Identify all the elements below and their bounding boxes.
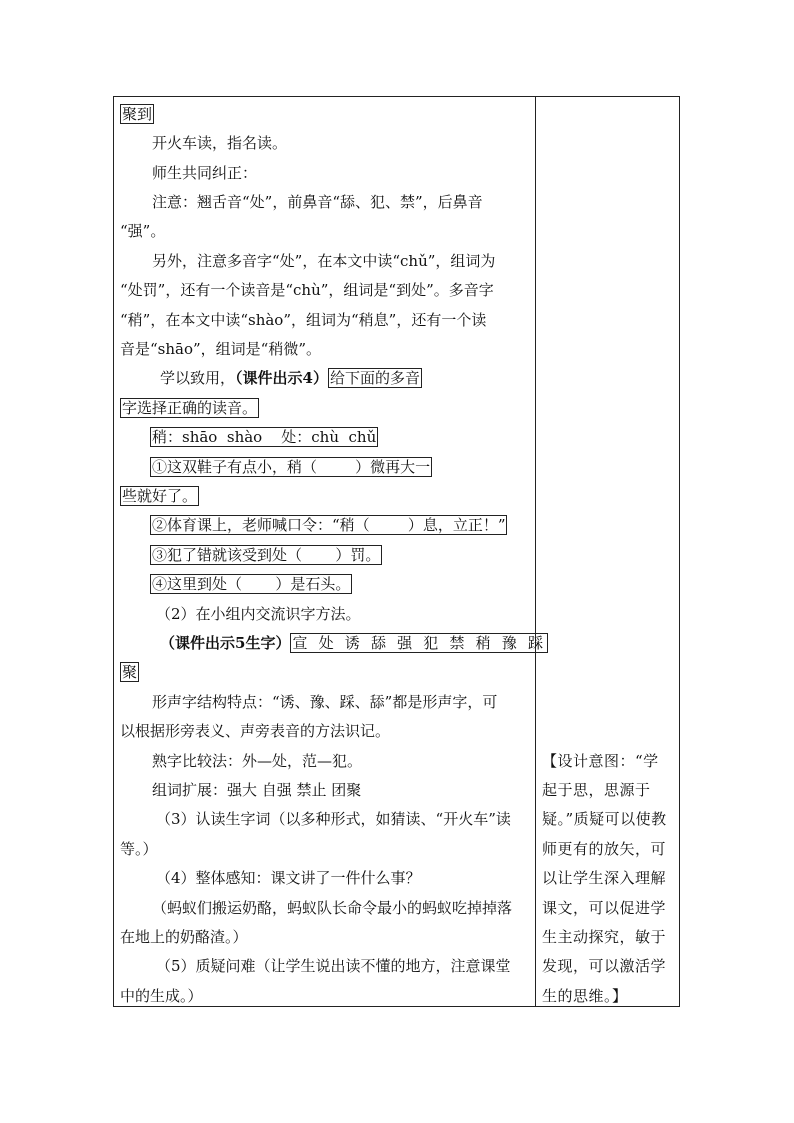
text-line: （3）认读生字词（以多种形式，如猜读、“开火车”读 xyxy=(156,810,511,828)
boxed-text: ①这双鞋子有点小，稍（ ）微再大一 xyxy=(152,458,431,476)
design-note-line: 【设计意图：“学 xyxy=(542,752,659,770)
text-line: 组词扩展：强大 自强 禁止 团聚 xyxy=(152,781,362,799)
text-line xyxy=(160,368,422,388)
design-note-line: 师更有的放矢，可 xyxy=(542,840,667,858)
text-line: （4）整体感知：课文讲了一件什么事？ xyxy=(156,869,421,887)
boxed-text: 给下面的多音 xyxy=(329,369,420,387)
boxed-text: 聚 xyxy=(122,663,138,681)
design-note-line: 生主动探究，敏于 xyxy=(542,928,667,946)
text-line: 另外，注意多音字“处”，在本文中读“chǔ”，组词为 xyxy=(152,252,496,270)
boxed-text: 些就好了。 xyxy=(122,487,198,505)
design-note-line: 生的思维。】 xyxy=(542,987,628,1005)
text-line xyxy=(120,104,154,124)
text-line xyxy=(120,398,259,418)
text-line: 在地上的奶酪渣。） xyxy=(120,928,248,946)
character-list: 宣 处 诱 舔 强 犯 禁 稍 豫 踩 xyxy=(292,634,547,652)
boxed-text: ④这里到处（ ）是石头。 xyxy=(152,575,351,593)
text-line: 师生共同纠正： xyxy=(152,164,258,182)
boxed-text: 聚到 xyxy=(122,105,153,123)
design-note-line: 以让学生深入理解 xyxy=(542,869,667,887)
text-line: “处罚”，还有一个读音是“chù”，组词是“到处”。多音字 xyxy=(120,281,494,299)
text-line xyxy=(150,427,378,447)
design-note-line: 起于思，思源于 xyxy=(542,781,651,799)
text-line: （5）质疑问难（让学生说出读不懂的地方，注意课堂 xyxy=(156,957,511,975)
text-line: （2）在小组内交流识字方法。 xyxy=(156,605,361,623)
courseware-label: （课件出示5生字） xyxy=(160,634,291,652)
text-line xyxy=(120,662,139,682)
text-line xyxy=(150,545,382,565)
text-line: 注意：翘舌音“处”，前鼻音“舔、犯、禁”，后鼻音 xyxy=(152,193,483,211)
column-divider xyxy=(535,96,536,1007)
text-line: 开火车读，指名读。 xyxy=(152,134,288,152)
plain-text: 学以致用， xyxy=(160,369,236,387)
text-line: （蚂蚁们搬运奶酪，蚂蚁队长命令最小的蚂蚁吃掉掉落 xyxy=(152,899,513,917)
design-note-line: 发现，可以激活学 xyxy=(542,957,667,975)
design-note-line: 课文，可以促进学 xyxy=(542,899,667,917)
text-line: 等。） xyxy=(120,840,158,858)
text-line: 熟字比较法：外—处，范—犯。 xyxy=(152,752,363,770)
text-line xyxy=(150,515,507,535)
courseware-label: （课件出示4） xyxy=(235,369,328,387)
text-line xyxy=(160,633,548,653)
text-line: 中的生成。） xyxy=(120,987,203,1005)
text-line xyxy=(150,574,352,594)
text-line: 音是“shāo”，组词是“稍微”。 xyxy=(120,340,322,358)
text-line xyxy=(150,457,432,477)
text-line: 以根据形旁表义、声旁表音的方法识记。 xyxy=(120,722,391,740)
boxed-text: 字选择正确的读音。 xyxy=(122,399,258,417)
text-line: “强”。 xyxy=(120,222,166,240)
boxed-text: ②体育课上，老师喊口令：“稍（ ）息，立正！” xyxy=(152,516,506,534)
text-line: 形声字结构特点：“诱、豫、踩、舔”都是形声字，可 xyxy=(152,693,498,711)
design-note-line: 疑。”质疑可以使教 xyxy=(542,810,667,828)
boxed-text: 稍：shāo shào 处：chù chǔ xyxy=(152,428,377,446)
text-line xyxy=(120,486,199,506)
boxed-text: ③犯了错就该受到处（ ）罚。 xyxy=(152,546,381,564)
text-line: “稍”，在本文中读“shào”，组词为“稍息”，还有一个读 xyxy=(120,311,487,329)
